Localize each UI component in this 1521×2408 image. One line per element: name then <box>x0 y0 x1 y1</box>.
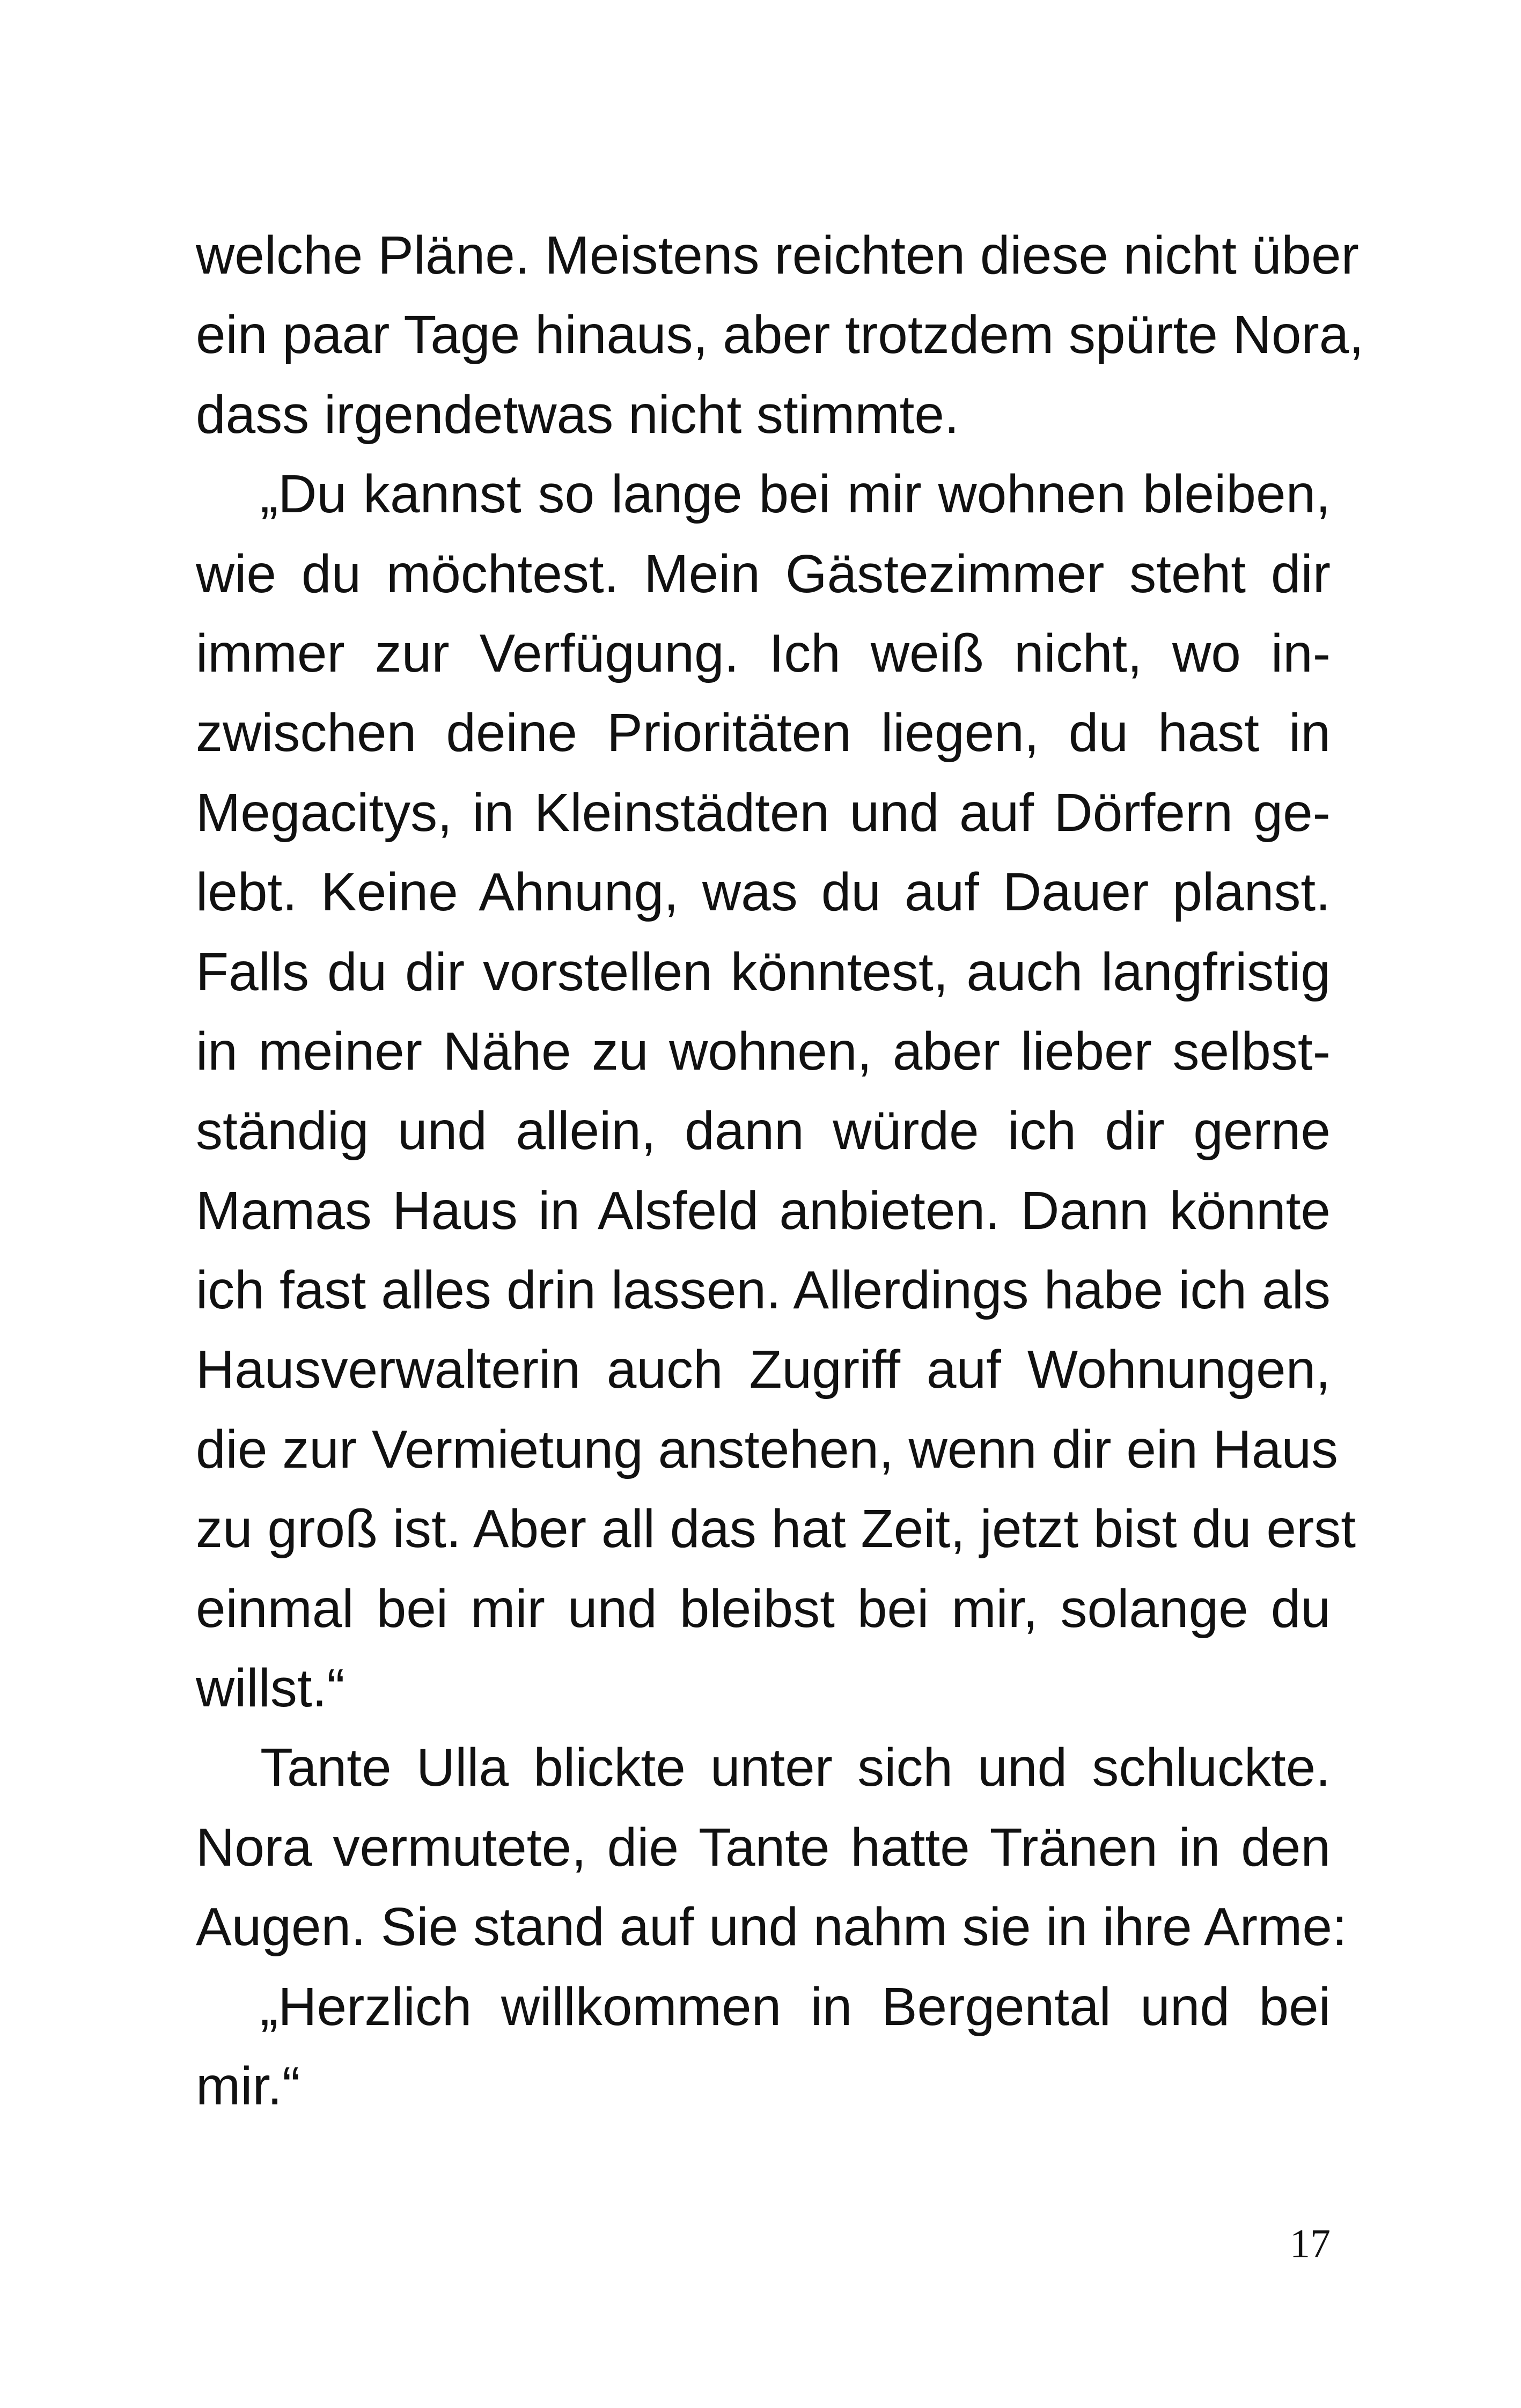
text-line: „Herzlich willkommen in Bergental und bei <box>260 1976 1331 2037</box>
text-line: mir.“ <box>196 2056 300 2116</box>
text-line: einmal bei mir und bleibst bei mir, solange du <box>196 1578 1331 1639</box>
text-line: ich fast alles drin lassen. Allerdings habe ich als <box>196 1260 1331 1321</box>
text-line: ein paar Tage hinaus, aber trotzdem spürte Nora, <box>196 305 1364 365</box>
text-line: ständig und allein, dann würde ich dir gerne <box>196 1101 1331 1161</box>
page-number: 17 <box>1290 2221 1331 2266</box>
text-line: die zur Vermietung anstehen, wenn dir ein Haus <box>196 1419 1339 1479</box>
text-line: immer zur Verfügung. Ich weiß nicht, wo in- <box>196 623 1331 683</box>
text-line: lebt. Keine Ahnung, was du auf Dauer planst. <box>196 862 1331 923</box>
text-line: Hausverwalterin auch Zugriff auf Wohnungen, <box>196 1339 1331 1400</box>
text-line: Falls du dir vorstellen könntest, auch langfristig <box>196 941 1331 1002</box>
text-line: wie du möchtest. Mein Gästezimmer steht dir <box>196 543 1331 604</box>
text-line: Tante Ulla blickte unter sich und schluckte. <box>260 1737 1331 1798</box>
text-line: Nora vermutete, die Tante hatte Tränen in den <box>196 1817 1331 1877</box>
text-line: Mamas Haus in Alsfeld anbieten. Dann könnte <box>196 1180 1331 1241</box>
text-line: dass irgendetwas nicht stimmte. <box>196 384 959 445</box>
text-line: Augen. Sie stand auf und nahm sie in ihre Arme: <box>196 1897 1347 1957</box>
text-line: willst.“ <box>196 1658 345 1719</box>
body-text <box>196 216 1364 2126</box>
text-line: zwischen deine Prioritäten liegen, du hast in <box>196 703 1331 763</box>
text-line: Megacitys, in Kleinstädten und auf Dörfern ge- <box>196 782 1331 843</box>
text-line: „Du kannst so lange bei mir wohnen bleiben, <box>260 464 1331 525</box>
text-line: welche Pläne. Meistens reichten diese nicht über <box>196 225 1359 285</box>
text-line: in meiner Nähe zu wohnen, aber lieber selbst- <box>196 1021 1331 1081</box>
text-line: zu groß ist. Aber all das hat Zeit, jetzt bist du erst <box>196 1499 1356 1559</box>
